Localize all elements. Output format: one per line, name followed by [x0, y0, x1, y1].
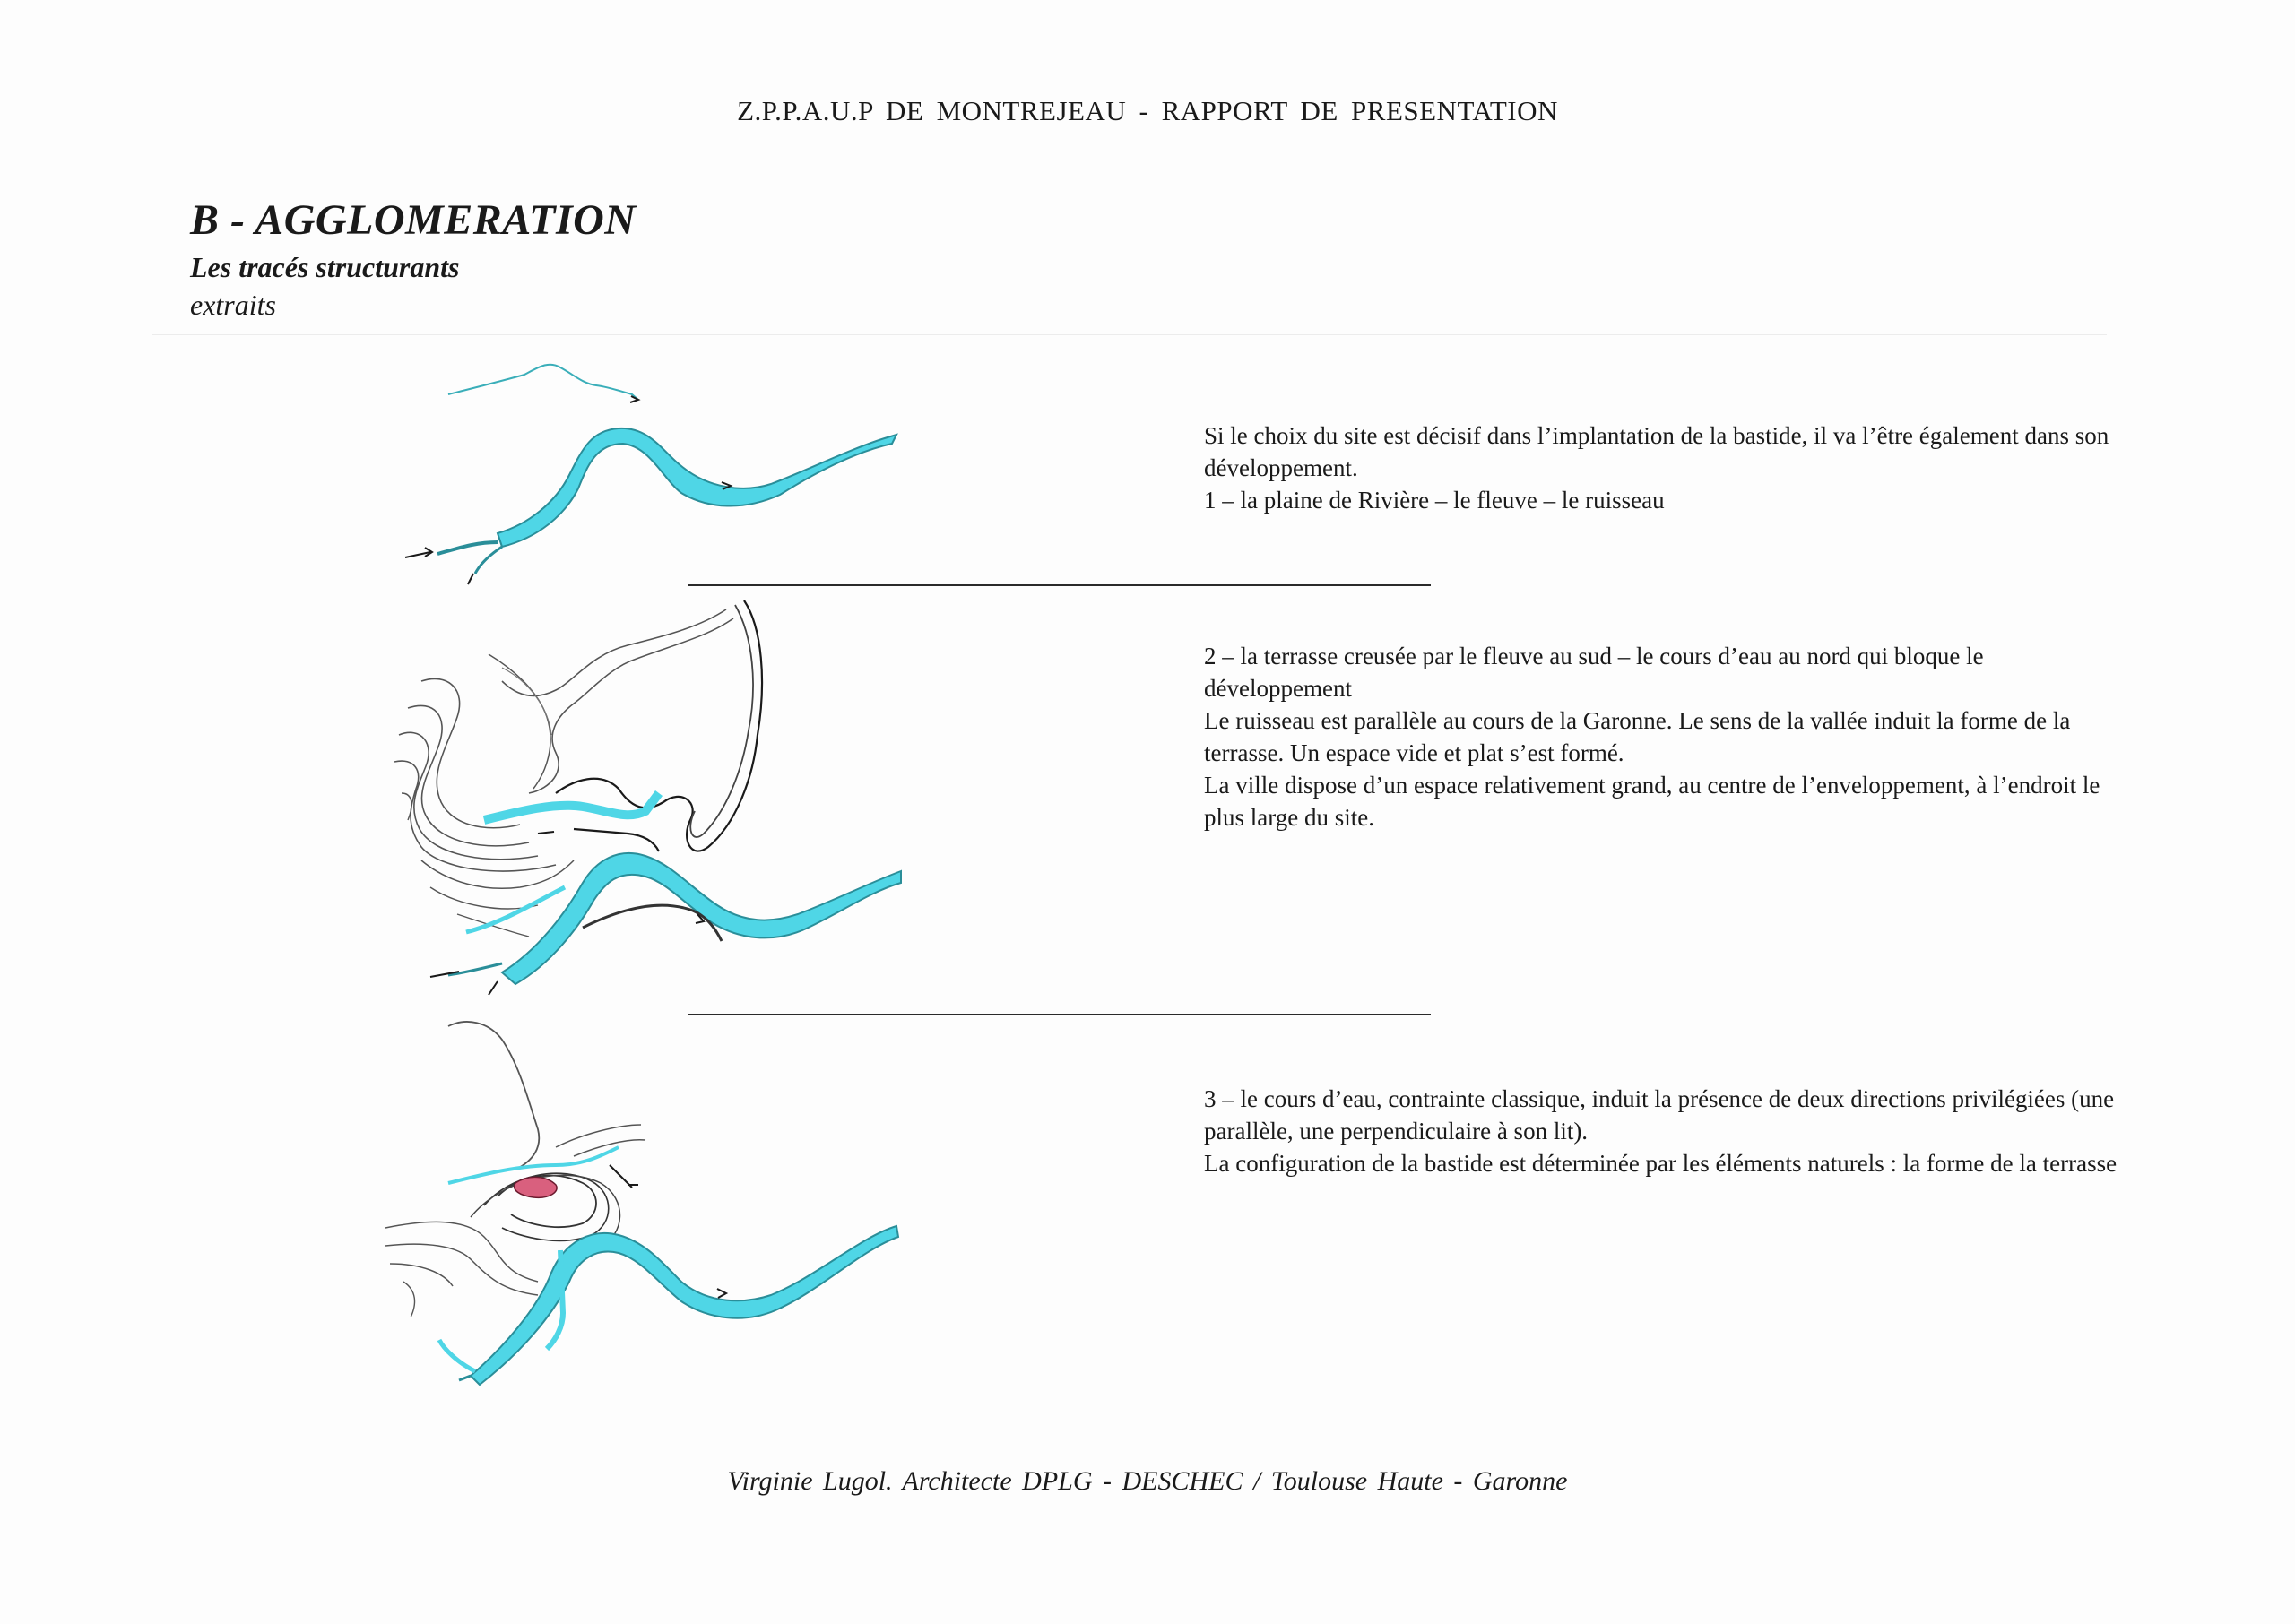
- section-divider-2: [688, 1014, 1431, 1015]
- paragraph-1: [1204, 419, 2118, 516]
- paragraph-2: [1204, 640, 2118, 834]
- paragraph-1-text: Si le choix du site est décisif dans l’implantation de la bastide, il va l’être également dans son développement.: [1204, 422, 2109, 481]
- section-title: B - AGGLOMERATION: [190, 196, 637, 244]
- section-subtitle: Les tracés structurants: [190, 251, 460, 283]
- page-footer: Virginie Lugol. Architecte DPLG - DESCHEC / Toulouse Haute - Garonne: [727, 1466, 1568, 1496]
- section-note: extraits: [190, 289, 276, 321]
- page-header: Z.P.P.A.U.P DE MONTREJEAU - RAPPORT DE PRESENTATION: [737, 95, 1558, 126]
- section-divider-1: [688, 584, 1431, 586]
- paragraph-3-text: La configuration de la bastide est déterminée par les éléments naturels : la forme de la terrasse: [1204, 1150, 2117, 1177]
- paragraph-2-text-a: Le ruisseau est parallèle au cours de la Garonne. Le sens de la vallée induit la forme de la terrasse. Un espace vide et plat s’est formé.: [1204, 707, 2071, 766]
- sketch-3-bastide-configuration: [385, 1022, 898, 1385]
- paragraph-2-item: 2 – la terrasse creusée par le fleuve au sud – le cours d’eau au nord qui bloque le développement: [1204, 643, 1984, 702]
- sketch-1-plain-river-stream: [405, 365, 896, 584]
- paragraph-3: [1204, 1083, 2118, 1179]
- sketch-2-terrace: [394, 600, 901, 995]
- paragraph-3-item: 3 – le cours d’eau, contrainte classique, induit la présence de deux directions privilégiées (une parallèle, une perpendiculaire à son lit).: [1204, 1085, 2115, 1145]
- paragraph-2-text-b: La ville dispose d’un espace relativement grand, au centre de l’enveloppement, à l’endroit le plus large du site.: [1204, 772, 2100, 831]
- paragraph-1-item: 1 – la plaine de Rivière – le fleuve – le ruisseau: [1204, 487, 1665, 514]
